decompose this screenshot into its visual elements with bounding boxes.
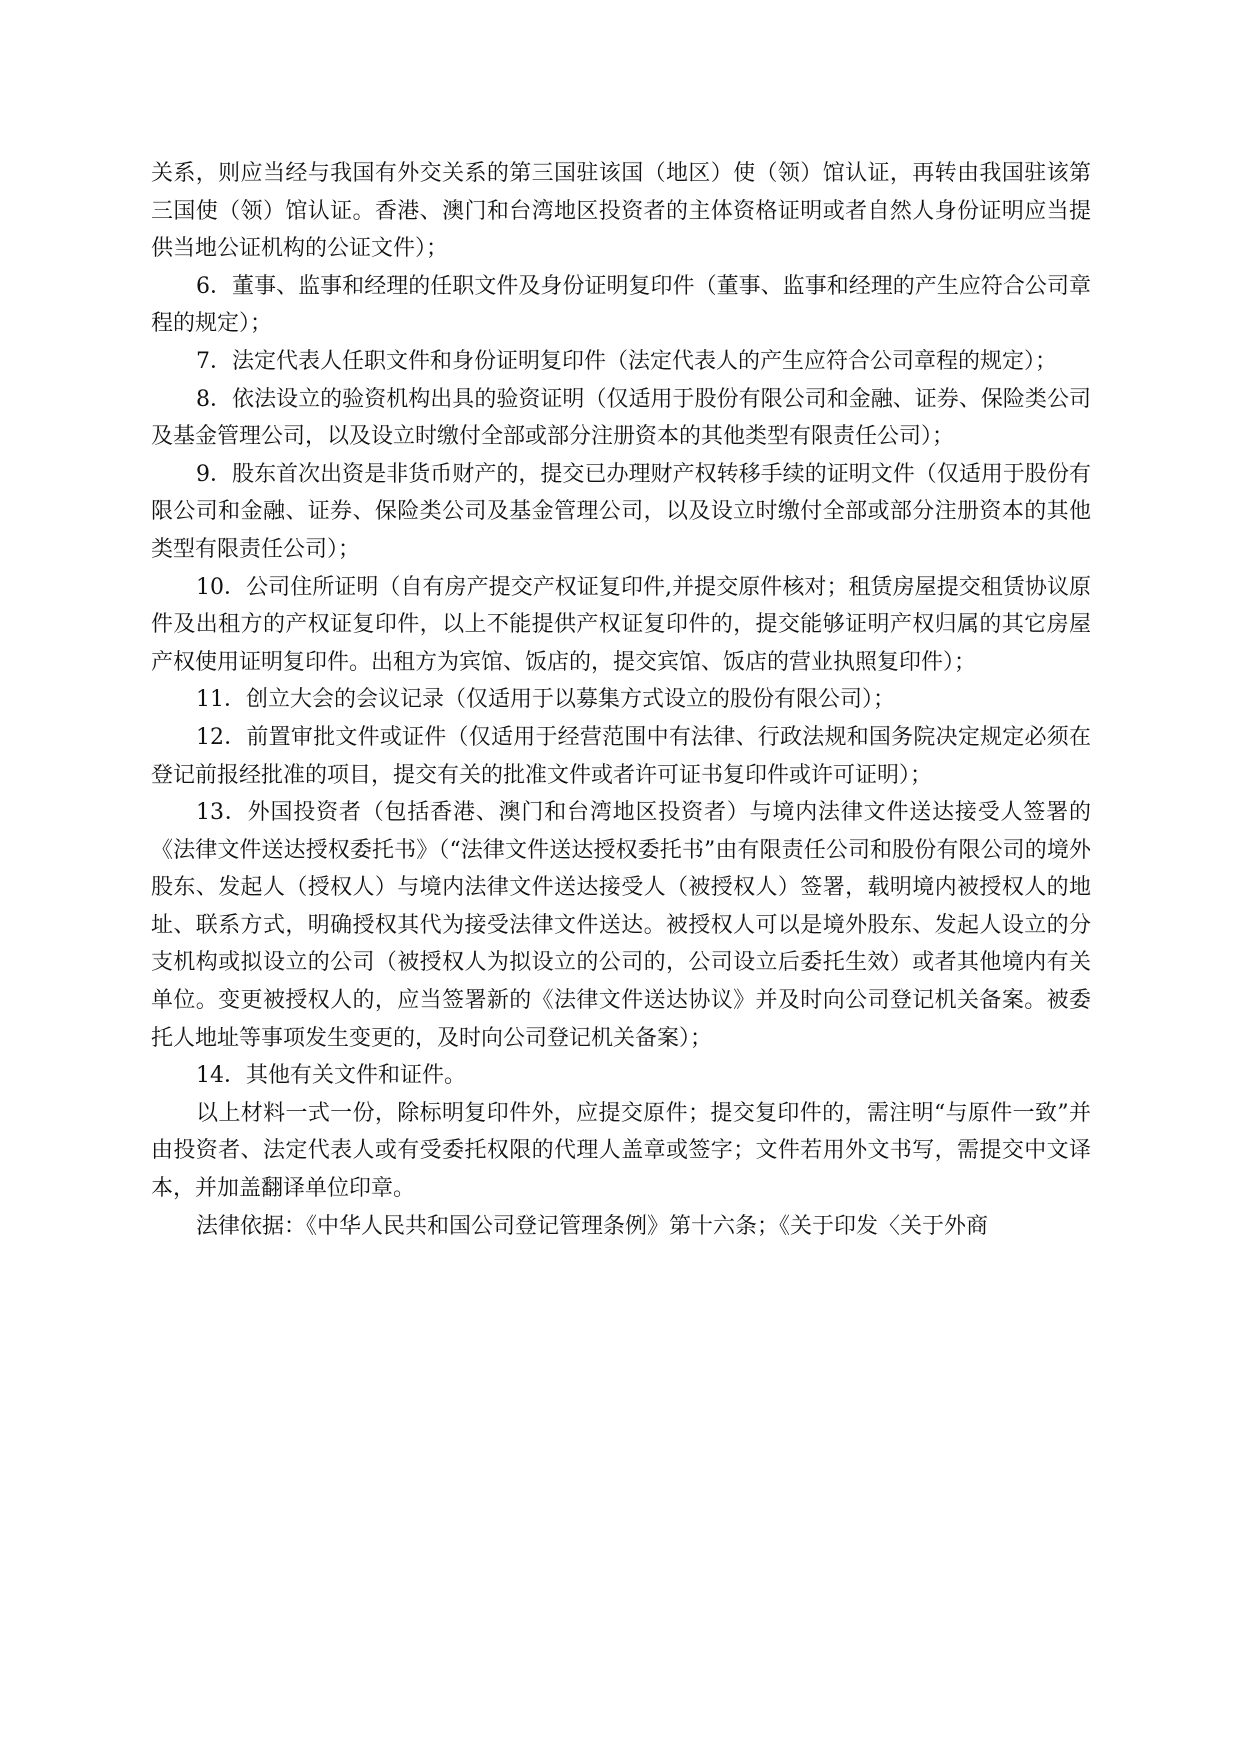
item-14: 14．其他有关文件和证件。: [196, 1063, 466, 1089]
item-10: 10．公司住所证明（自有房产提交产权证复印件,并提交原件核对；租赁房屋提交租赁协议原件及出租方的产权证复印件，以上不能提供产权证复印件的，提交能够证明产权归属的其它房屋产权使用证明复印件。出租方为宾馆、饭店的，提交宾馆、饭店的营业执照复印件）；: [151, 574, 1091, 675]
legal-basis: 法律依据：《中华人民共和国公司登记管理条例》第十六条；《关于印发〈关于外商: [196, 1213, 989, 1239]
paragraph-continuation: 关系，则应当经与我国有外交关系的第三国驻该国（地区）使（领）馆认证，再转由我国驻该第三国使（领）馆认证。香港、澳门和台湾地区投资者的主体资格证明或者自然人身份证明应当提供当地公证机构的公证文件）；: [151, 161, 1091, 262]
item-12: 12．前置审批文件或证件（仅适用于经营范围中有法律、行政法规和国务院决定规定必须在登记前报经批准的项目，提交有关的批准文件或者许可证书复印件或许可证明）；: [151, 724, 1091, 788]
item-11: 11．创立大会的会议记录（仅适用于以募集方式设立的股份有限公司）；: [196, 687, 895, 713]
item-13: 13．外国投资者（包括香港、澳门和台湾地区投资者）与境内法律文件送达接受人签署的《法律文件送达授权委托书》（“法律文件送达授权委托书”由有限责任公司和股份有限公司的境外股东、发起人（授权人）与境内法律文件送达接受人（被授权人）签署，载明境内被授权人的地址、联系方式，明确授权其代为接受法律文件送达。被授权人可以是境外股东、发起人设立的分支机构或拟设立的公司（被授权人为拟设立的公司的，公司设立后委托生效）或者其他境内有关单位。变更被授权人的，应当签署新的《法律文件送达协议》并及时向公司登记机关备案。被委托人地址等事项发生变更的，及时向公司登记机关备案）；: [151, 800, 1091, 1051]
item-7: 7．法定代表人任职文件和身份证明复印件（法定代表人的产生应符合公司章程的规定）；: [196, 348, 1058, 374]
item-8: 8．依法设立的验资机构出具的验资证明（仅适用于股份有限公司和金融、证券、保险类公司及基金管理公司，以及设立时缴付全部或部分注册资本的其他类型有限责任公司）；: [151, 386, 1091, 450]
materials-note: 以上材料一式一份，除标明复印件外，应提交原件；提交复印件的，需注明“与原件一致”并由投资者、法定代表人或有受委托权限的代理人盖章或签字；文件若用外文书写，需提交中文译本，并加盖翻译单位印章。: [151, 1100, 1091, 1202]
item-6: 6．董事、监事和经理的任职文件及身份证明复印件（董事、监事和经理的产生应符合公司章程的规定）；: [151, 273, 1091, 337]
item-9: 9．股东首次出资是非货币财产的，提交已办理财产权转移手续的证明文件（仅适用于股份有限公司和金融、证券、保险类公司及基金管理公司，以及设立时缴付全部或部分注册资本的其他类型有限责任公司）；: [151, 461, 1091, 562]
document-body: [151, 155, 1091, 1245]
